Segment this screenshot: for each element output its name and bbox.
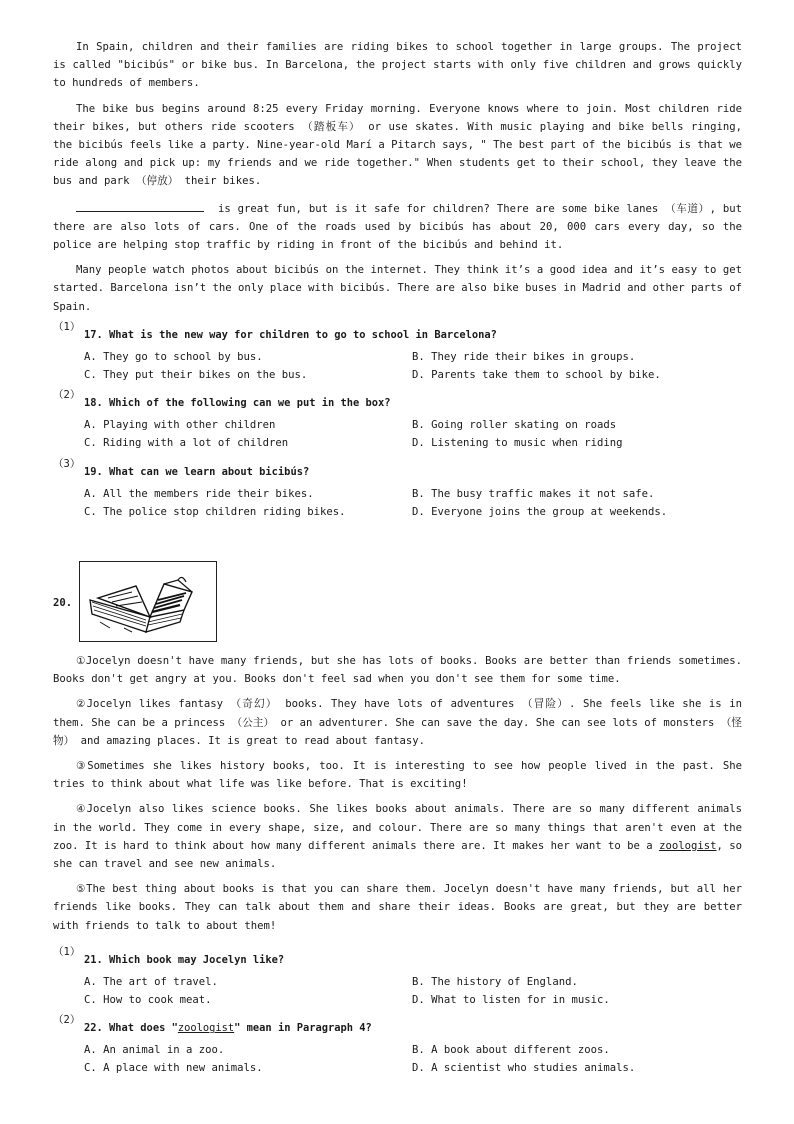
option-d[interactable]: D. Parents take them to school by bike. <box>412 369 661 382</box>
option-b[interactable]: B. They ride their bikes in groups. <box>412 350 636 363</box>
option-b[interactable]: B. The busy traffic makes it not safe. <box>412 487 655 500</box>
passage2-paragraph-3: ③Sometimes she likes history books, too. It is interesting to see how people lived in the past. She tries to think about what life was like before. That is exciting! <box>53 759 742 791</box>
question-22-text-after: " mean in Paragraph 4? <box>234 1022 372 1035</box>
question-18-text: 18. Which of the following can we put in the box? <box>84 397 391 410</box>
question-22-zoologist-word: zoologist <box>177 1022 235 1035</box>
question-21-options <box>84 973 742 1009</box>
passage2-paragraph-5: ⑤The best thing about books is that you can share them. Jocelyn doesn't have many friends, but all her friends like books. They can talk about them and share their ideas. Books are great, but they are better with friends to talk to about them! <box>53 883 742 932</box>
passage2-paragraph-4 <box>53 800 742 873</box>
option-b[interactable]: B. A book about different zoos. <box>412 1044 610 1057</box>
question-19 <box>53 457 742 479</box>
passage1-paragraph-1: In Spain, children and their families are riding bikes to school together in large groups. The project is called "bicibús" or bike bus. In Barcelona, the project starts with only five children and grows quickly to hundreds of members. <box>53 41 742 90</box>
passage2-paragraph-2: ②Jocelyn likes fantasy （奇幻） books. They have lots of adventures （冒险）. She feels like she is in them. She can be a princess （公主） or an adventurer. She can save the day. She can see lots of monsters （怪物） and amazing places. It is great to read about fantasy. <box>53 698 742 747</box>
option-d[interactable]: D. Everyone joins the group at weekends. <box>412 505 668 518</box>
option-b[interactable]: B. The history of England. <box>412 975 578 988</box>
question-21-text: 21. Which book may Jocelyn like? <box>84 953 285 966</box>
option-a[interactable]: A. All the members ride their bikes. <box>84 487 314 500</box>
option-d[interactable]: D. What to listen for in music. <box>412 994 610 1006</box>
option-a[interactable]: A. The art of travel. <box>84 975 218 988</box>
question-17 <box>53 320 742 342</box>
open-book-icon <box>80 562 216 641</box>
passage2-paragraph-1: ①Jocelyn doesn't have many friends, but she has lots of books. Books are better than friends sometimes. Books don't get angry at you. Books don't feel sad when you don't see them for some time. <box>53 654 742 686</box>
open-book-illustration <box>79 561 217 642</box>
option-c[interactable]: C. How to cook meat. <box>84 994 212 1006</box>
option-b[interactable]: B. Going roller skating on roads <box>412 419 617 432</box>
passage1-paragraph-2: The bike bus begins around 8:25 every Friday morning. Everyone knows where to join. Most children ride their bikes, but others ride scooters （踏板车） or use skates. With music playing and bike bells ringing, the bicibús feels like a party. Nine-year-old Marí a Pitarch says, " The best part of the bicibús is that we ride along and pick up: my friends and we ride together." When students get to their school, they leave the bus and park （停放） their bikes. <box>53 102 742 188</box>
answer-blank[interactable] <box>76 199 204 212</box>
zoologist-word: zoologist <box>659 839 717 852</box>
worksheet-page <box>53 38 742 1082</box>
question-22-options <box>84 1041 742 1077</box>
option-c[interactable]: C. They put their bikes on the bus. <box>84 369 308 382</box>
passage1-paragraph-3-text: is great fun, but is it safe for children? There are some bike lanes （车道）, but there are also lots of cars. One of the roads used by bicibús has about 20, 000 cars every day, so the police are helping stop traffic by riding in front of the bicibús and behind it. <box>53 202 742 252</box>
passage1-paragraph-4: Many people watch photos about bicibús on the internet. They think it’s a good idea and it’s easy to get started. Barcelona isn’t the only place with bicibús. There are also bike buses in Madrid and other parts of Spain. <box>53 264 742 313</box>
question-17-options <box>84 348 742 384</box>
question-21 <box>53 945 742 967</box>
question-17-number: （1） <box>53 320 81 333</box>
section-20-label: 20. <box>53 596 73 609</box>
option-a[interactable]: A. An animal in a zoo. <box>84 1044 225 1057</box>
option-a[interactable]: A. Playing with other children <box>84 419 276 432</box>
option-c[interactable]: C. Riding with a lot of children <box>84 437 289 450</box>
question-22-number: （2） <box>53 1014 81 1027</box>
option-a[interactable]: A. They go to school by bus. <box>84 350 263 363</box>
option-d[interactable]: D. A scientist who studies animals. <box>412 1062 636 1075</box>
section-20-header <box>53 561 742 641</box>
question-19-options <box>84 485 742 521</box>
question-22-text-before: 22. What does " <box>84 1022 178 1035</box>
question-18-options <box>84 416 742 452</box>
question-17-text: 17. What is the new way for children to go to school in Barcelona? <box>84 328 497 341</box>
question-19-text: 19. What can we learn about bicibús? <box>84 465 310 478</box>
option-c[interactable]: C. The police stop children riding bikes. <box>84 505 346 518</box>
option-d[interactable]: D. Listening to music when riding <box>412 437 623 450</box>
question-18 <box>53 389 742 410</box>
question-18-number: （2） <box>53 389 81 402</box>
question-22 <box>53 1014 742 1035</box>
question-22-text <box>84 1019 372 1037</box>
passage1-paragraph-3 <box>53 199 742 255</box>
question-19-number: （3） <box>53 457 81 470</box>
option-c[interactable]: C. A place with new animals. <box>84 1062 263 1075</box>
passage2-paragraph-4-text-after: , so she can travel and see new animals. <box>53 839 742 870</box>
question-21-number: （1） <box>53 945 81 958</box>
passage2-paragraph-4-text-before: ④Jocelyn also likes science books. She likes books about animals. There are so many different animals in the world. They come in every shape, size, and colour. There are so many things that aren't even at the zoo. It is hard to think about how many different animals there are. It makes her want to be a <box>53 803 742 852</box>
